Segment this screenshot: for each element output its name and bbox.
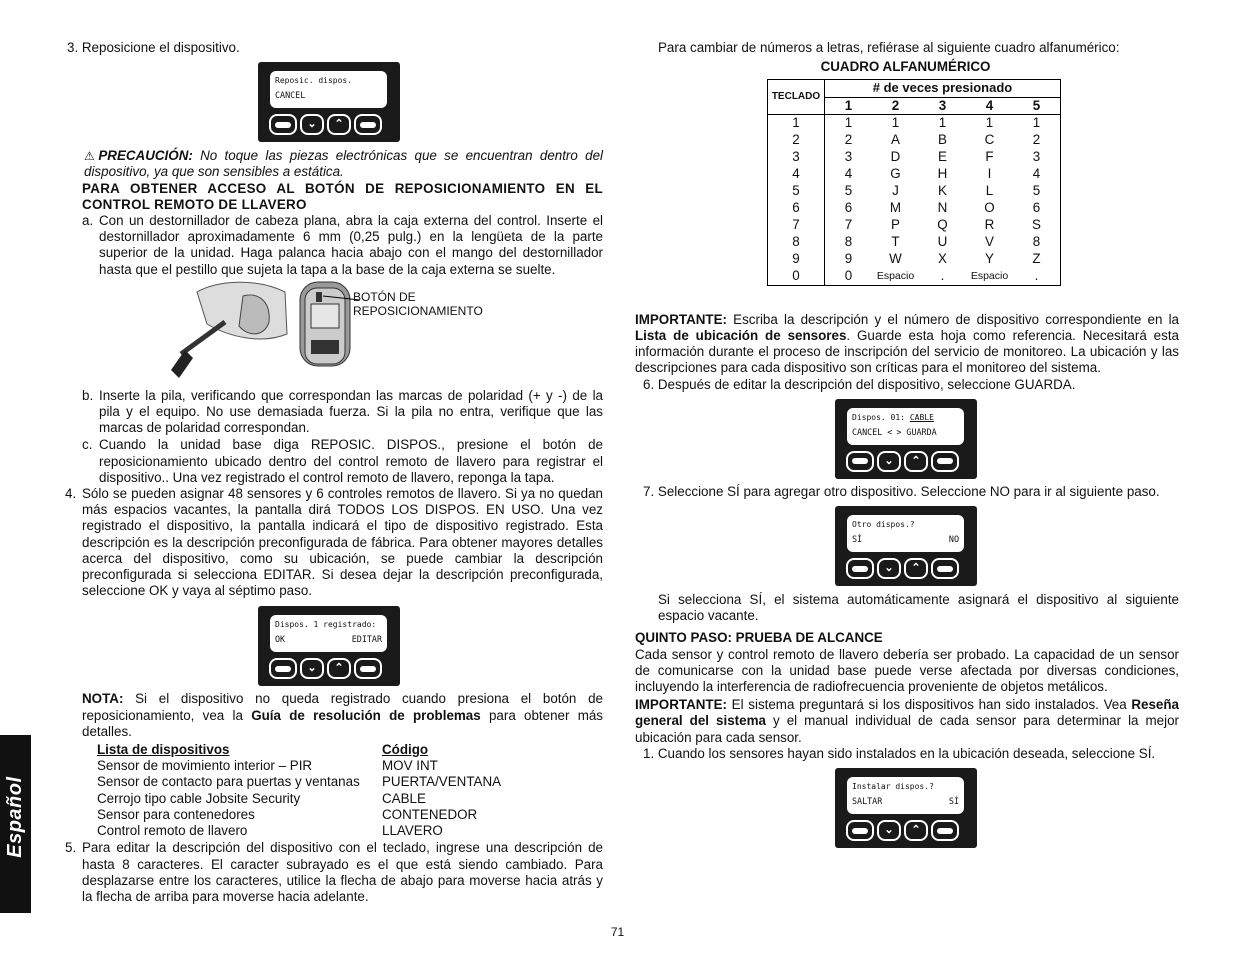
important-paragraph-1: IMPORTANTE: Escriba la descripción y el número de dispositivo correspondiente en la Lista de ubicación de sensores. Guarde esta hoja como referencia. Necesitará esta información durante el proceso de inscripción del servicio de monitoreo. La ubicación y las descripciones para cada dispositivo son críticas para el monitoreo del sistema.	[635, 311, 1179, 376]
step-c: c. Cuando la unidad base diga REPOSIC. DISPOS., presione el botón de reposicionamiento ubicado dentro del control remoto de llavero para registrar el dispositivo.. Una vez registrado el control remoto de llavero, reponga la tapa.	[82, 437, 603, 485]
step-5: 5. Para editar la descripción del dispositivo con el teclado, ingrese una descripción de hasta 8 caracteres. El caracter subrayado es el que está siendo cambiado. Para desplazarse entre los caracteres, utilice la flecha de abajo para moverse hacia atrás y la flecha de arriba para moverse hacia adelante.	[65, 840, 603, 904]
table-cell: 2	[1032, 132, 1041, 148]
step-b: b. Inserte la pila, verificando que correspondan las marcas de polaridad (+ y -) de la pila y el equipo. No use demasiada fuerza. Si la pila no entra, verifique que las marcas de polaridad correspondan.	[82, 387, 603, 436]
table-cell: T	[891, 234, 900, 250]
table-key-cell: 8	[768, 234, 825, 251]
step-6: 6. Después de editar la descripción del dispositivo, seleccione GUARDA.	[643, 376, 1076, 392]
table-cell: 6	[1032, 200, 1041, 216]
step-4: 4. Sólo se pueden asignar 48 sensores y 6 controles remotos de llavero. Si ya no quedan más espacios vacantes, la pantalla dirá TODOS LOS DISPOS. EN USO. Una vez registrado el dispositivo, la pantalla indicará el tipo de dispositivo registrado. Esta descripción es la descripción preconfigurada de fábrica. Para obtener mayores detalles acerca del dispositivo, como su ubicación, se puede cambiar la descripción preconfigurada si selecciona EDITAR. Si desea dejar la descripción preconfigurada, seleccione OK y vaya al séptimo paso.	[65, 486, 603, 599]
table-cell: .	[1034, 268, 1039, 284]
note-paragraph: NOTA: Si el dispositivo no queda registrado cuando presiona el botón de reposicionamiento, vea la Guía de resolución de problemas para obtener más detalles.	[82, 691, 603, 739]
table-key-cell: 6	[768, 200, 825, 217]
device-name: Cerrojo tipo cable Jobsite Security	[97, 790, 301, 806]
table-cell: 3	[1032, 149, 1041, 165]
table-col-header: 4	[966, 97, 1013, 114]
page-number: 71	[610, 925, 625, 939]
table-cell: W	[889, 251, 902, 267]
step-3: 3. Reposicione el dispositivo.	[67, 40, 240, 55]
device-list-row	[97, 807, 603, 823]
step-1: 1. Cuando los sensores hayan sido instalados en la ubicación deseada, seleccione SÍ.	[643, 745, 1156, 761]
lcd-screen: Reposic. dispos. CANCEL	[270, 71, 387, 108]
device-list-header: Lista de dispositivos Código	[97, 742, 429, 758]
table-cell: J	[892, 183, 899, 199]
table-col-header: 2	[872, 97, 919, 114]
table-cell: 4	[844, 166, 853, 182]
keypad-buttons	[846, 451, 959, 472]
keypad-buttons	[269, 658, 382, 679]
table-key-cell: 7	[768, 217, 825, 234]
down-arrow-key: ⌄	[300, 658, 324, 679]
table-row	[768, 217, 1061, 234]
lcd-screen: Instalar dispos.? SALTAR SÍ	[847, 777, 964, 814]
yes-note: Si selecciona SÍ, el sistema automáticamente asignará el dispositivo al siguiente espacio vacante.	[658, 592, 1179, 624]
alphanumeric-table	[767, 79, 1061, 285]
down-arrow-key: ⌄	[877, 451, 901, 472]
table-cell: 3	[844, 149, 853, 165]
table-cell: B	[938, 132, 947, 148]
table-cell: C	[984, 132, 995, 148]
table-cell: U	[937, 234, 948, 250]
table-col-header: 3	[919, 97, 966, 114]
table-cell: 8	[844, 234, 853, 250]
device-list-row	[97, 774, 603, 790]
warning-triangle-icon: ⚠	[84, 149, 99, 164]
table-cell: 1	[891, 115, 900, 131]
table-cell: O	[984, 200, 995, 216]
table-cell: I	[987, 166, 992, 182]
device-list-rows	[97, 758, 603, 839]
table-cell: M	[889, 200, 902, 216]
table-cell: Espacio	[876, 270, 915, 283]
left-column	[65, 40, 603, 905]
table-cell: 8	[1032, 234, 1041, 250]
table-cell: V	[985, 234, 994, 250]
table-cell: Z	[1032, 251, 1041, 267]
up-arrow-key: ⌃	[904, 558, 928, 579]
table-cell: 5	[844, 183, 853, 199]
table-row	[768, 166, 1061, 183]
right-key	[931, 451, 959, 472]
table-title: CUADRO ALFANUMÉRICO	[820, 59, 991, 75]
device-list-row	[97, 758, 603, 774]
device-code: PUERTA/VENTANA	[382, 774, 502, 790]
table-row	[768, 149, 1061, 166]
left-key	[846, 820, 874, 841]
table-row	[768, 132, 1061, 149]
table-cell: D	[890, 149, 901, 165]
table-row	[768, 268, 1061, 286]
table-row	[768, 114, 1061, 132]
device-name: Sensor de movimiento interior – PIR	[97, 758, 313, 774]
lcd-screen: Dispos. 1 registrado: OK EDITAR	[270, 615, 387, 652]
up-arrow-key: ⌃	[327, 658, 351, 679]
device-code: LLAVERO	[382, 823, 443, 839]
table-cell: Espacio	[970, 270, 1009, 283]
table-cell: 1	[985, 115, 994, 131]
table-cell: 0	[844, 268, 853, 284]
table-cell: F	[985, 149, 994, 165]
table-cell: Q	[937, 217, 948, 233]
table-col-header: 5	[1013, 97, 1061, 114]
table-row	[768, 234, 1061, 251]
table-cell: R	[984, 217, 995, 233]
caution-paragraph: ⚠PRECAUCIÓN: No toque las piezas electrónicas que se encuentran dentro del dispositivo, ya que son sensibles a estática.	[84, 148, 604, 180]
table-cell: S	[1032, 217, 1041, 233]
down-arrow-key: ⌄	[877, 558, 901, 579]
left-key	[269, 114, 297, 135]
keypad-display-guarda	[835, 399, 977, 479]
table-cell: 6	[844, 200, 853, 216]
device-list	[97, 742, 603, 839]
language-side-tab: Español	[0, 735, 31, 913]
right-key	[931, 820, 959, 841]
right-key	[931, 558, 959, 579]
left-key	[269, 658, 297, 679]
left-key	[846, 451, 874, 472]
device-name: Control remoto de llavero	[97, 823, 248, 839]
table-cell: K	[938, 183, 947, 199]
device-code: CABLE	[382, 790, 426, 806]
table-cell: E	[938, 149, 947, 165]
keypad-display-instalar	[835, 768, 977, 848]
fifth-step-text: Cada sensor y control remoto de llavero debería ser probado. La capacidad de un sensor de comunicarse con la unidad base puede verse afectada por diversas condiciones, incluyendo la interferencia de radiofrecuencia proveniente de objetos metálicos.	[635, 646, 1179, 695]
device-code: CONTENEDOR	[382, 806, 478, 822]
intro-text: Para cambiar de números a letras, refiérase al siguiente cuadro alfanumérico:	[658, 40, 1120, 55]
table-key-cell: 3	[768, 149, 825, 166]
reset-button-label: BOTÓN DE REPOSICIONAMIENTO	[353, 289, 483, 318]
device-list-row	[97, 823, 603, 839]
keypad-buttons	[846, 820, 959, 841]
device-name: Sensor para contenedores	[97, 806, 255, 822]
table-key-cell: 1	[768, 114, 825, 132]
important-paragraph-2: IMPORTANTE: El sistema preguntará si los dispositivos han sido instalados. Vea Reseña general del sistema y el manual individual de cada sensor para determinar la mejor ubicación para cada sensor.	[635, 697, 1180, 745]
lcd-screen: Otro dispos.? SÍ NO	[847, 515, 964, 552]
keypad-buttons	[846, 558, 959, 579]
table-key-header: TECLADO	[768, 80, 825, 114]
keypad-display-otro	[835, 506, 977, 586]
table-col-header: 1	[825, 97, 873, 114]
right-column	[635, 40, 1179, 848]
table-header-row	[768, 80, 1061, 97]
table-row	[768, 251, 1061, 268]
down-arrow-key: ⌄	[877, 820, 901, 841]
device-code: MOV INT	[382, 758, 438, 774]
table-cell: G	[890, 166, 901, 182]
table-cell: 1	[1032, 115, 1041, 131]
table-row	[768, 183, 1061, 200]
table-row	[768, 200, 1061, 217]
right-key	[354, 114, 382, 135]
device-list-row	[97, 791, 603, 807]
table-cell: 5	[1032, 183, 1041, 199]
access-heading: PARA OBTENER ACCESO AL BOTÓN DE REPOSICIONAMIENTO EN EL CONTROL REMOTO DE LLAVERO	[82, 180, 603, 212]
step-a: a. Con un destornillador de cabeza plana, abra la caja externa del control. Inserte el destornillador aproximadamente 6 mm (0,25 pulg.) en la lengüeta de la parte superior de la unidad. Haga palanca hacia abajo con el mango del destornillador hasta que el pestillo que sujeta la tapa a la base de la caja externa se suelte.	[82, 213, 603, 277]
table-cell: 2	[844, 132, 853, 148]
table-cell: .	[940, 268, 945, 284]
device-name: Sensor de contacto para puertas y ventanas	[97, 774, 360, 790]
table-cell: A	[891, 132, 900, 148]
up-arrow-key: ⌃	[904, 820, 928, 841]
step-7: 7. Seleccione SÍ para agregar otro dispositivo. Seleccione NO para ir al siguiente paso.	[643, 483, 1160, 499]
left-key	[846, 558, 874, 579]
table-key-cell: 9	[768, 251, 825, 268]
table-cell: 7	[844, 217, 853, 233]
table-cell: X	[938, 251, 947, 267]
table-cell: 4	[1032, 166, 1041, 182]
table-presses-header: # de veces presionado	[825, 80, 1061, 97]
table-cell: N	[937, 200, 948, 216]
up-arrow-key: ⌃	[904, 451, 928, 472]
keypad-display-registered	[258, 606, 400, 686]
table-body	[768, 114, 1061, 285]
down-arrow-key: ⌄	[300, 114, 324, 135]
table-cell: 9	[844, 251, 853, 267]
table-key-cell: 2	[768, 132, 825, 149]
table-cell: L	[985, 183, 994, 199]
right-key	[354, 658, 382, 679]
table-cell: Y	[985, 251, 994, 267]
table-key-cell: 5	[768, 183, 825, 200]
keypad-buttons	[269, 114, 382, 135]
fob-figure	[65, 278, 603, 386]
keypad-display-reposic	[258, 62, 400, 142]
table-cell: P	[891, 217, 900, 233]
table-cell: 1	[844, 115, 853, 131]
table-key-cell: 0	[768, 268, 825, 286]
lcd-screen: Dispos. 01: CABLE CANCEL < > GUARDA	[847, 408, 964, 445]
up-arrow-key: ⌃	[327, 114, 351, 135]
table-cell: 1	[938, 115, 947, 131]
table-cell: H	[937, 166, 948, 182]
table-key-cell: 4	[768, 166, 825, 183]
fifth-step-heading: QUINTO PASO: PRUEBA DE ALCANCE	[635, 630, 883, 646]
